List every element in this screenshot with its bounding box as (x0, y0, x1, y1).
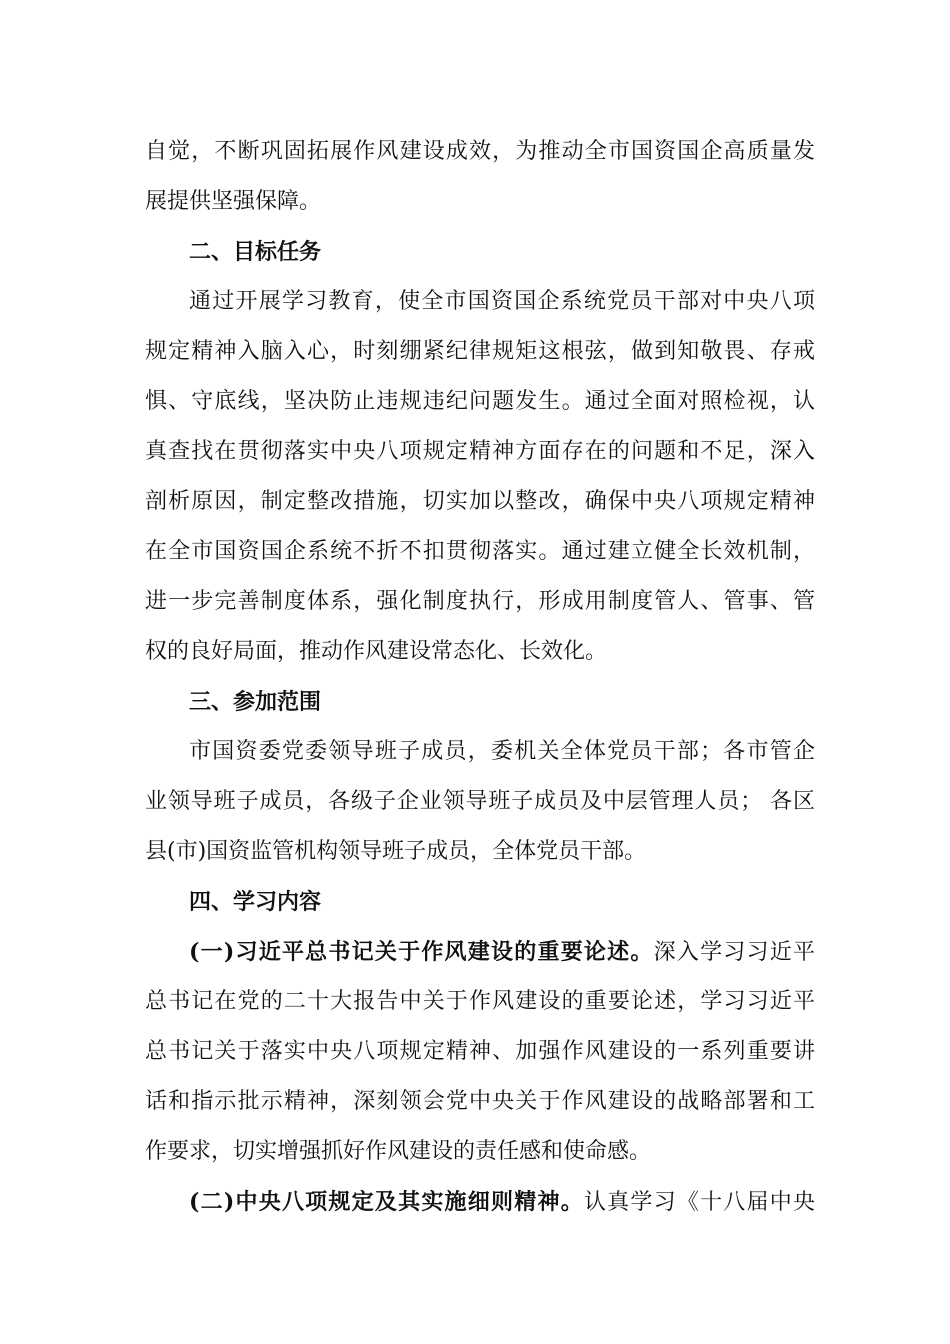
paragraph-line: 业领导班子成员，各级子企业领导班子成员及中层管理人员； 各区 (145, 789, 815, 814)
inline-text: 认真学习《十八届中央 (583, 1190, 815, 1215)
section-heading-content: 四、学习内容 (189, 889, 322, 915)
paragraph-line: 在全市国资国企系统不折不扣贯彻落实。通过建立健全长效机制， (145, 539, 815, 564)
paragraph-line: 真查找在贯彻落实中央八项规定精神方面存在的问题和不足，深入 (145, 439, 815, 464)
paragraph-line: 作要求，切实增强抓好作风建设的责任感和使命感。 (145, 1139, 652, 1164)
paragraph-line: 展提供坚强保障。 (145, 189, 322, 214)
paragraph-line: 总书记在党的二十大报告中关于作风建设的重要论述，学习习近平 (145, 989, 815, 1014)
subsection-title: (一)习近平总书记关于作风建设的重要论述。 (189, 939, 654, 965)
paragraph-line: 惧、守底线，坚决防止违规违纪问题发生。通过全面对照检视，认 (145, 389, 815, 414)
paragraph-line: 市国资委党委领导班子成员，委机关全体党员干部；各市管企 (189, 739, 815, 764)
paragraph-line: 县(市)国资监管机构领导班子成员，全体党员干部。 (145, 839, 647, 864)
paragraph-line: 话和指示批示精神，深刻领会党中央关于作风建设的战略部署和工 (145, 1089, 815, 1114)
paragraph-line: 规定精神入脑入心，时刻绷紧纪律规矩这根弦，做到知敬畏、存戒 (145, 339, 815, 364)
section-heading-goals: 二、目标任务 (189, 239, 322, 265)
subsection-title: (二)中央八项规定及其实施细则精神。 (189, 1189, 584, 1215)
section-heading-scope: 三、参加范围 (189, 689, 322, 715)
paragraph-line (189, 1187, 815, 1217)
paragraph-line: 权的良好局面，推动作风建设常态化、长效化。 (145, 639, 608, 664)
paragraph-line: 通过开展学习教育，使全市国资国企系统党员干部对中央八项 (189, 289, 815, 314)
paragraph-line: 自觉，不断巩固拓展作风建设成效，为推动全市国资国企高质量发 (145, 139, 815, 164)
paragraph-line (189, 937, 815, 967)
paragraph-line: 总书记关于落实中央八项规定精神、加强作风建设的一系列重要讲 (145, 1039, 815, 1064)
paragraph-line: 剖析原因，制定整改措施，切实加以整改，确保中央八项规定精神 (145, 489, 815, 514)
paragraph-line: 进一步完善制度体系，强化制度执行，形成用制度管人、管事、管 (145, 589, 815, 614)
inline-text: 深入学习习近平 (653, 940, 815, 965)
